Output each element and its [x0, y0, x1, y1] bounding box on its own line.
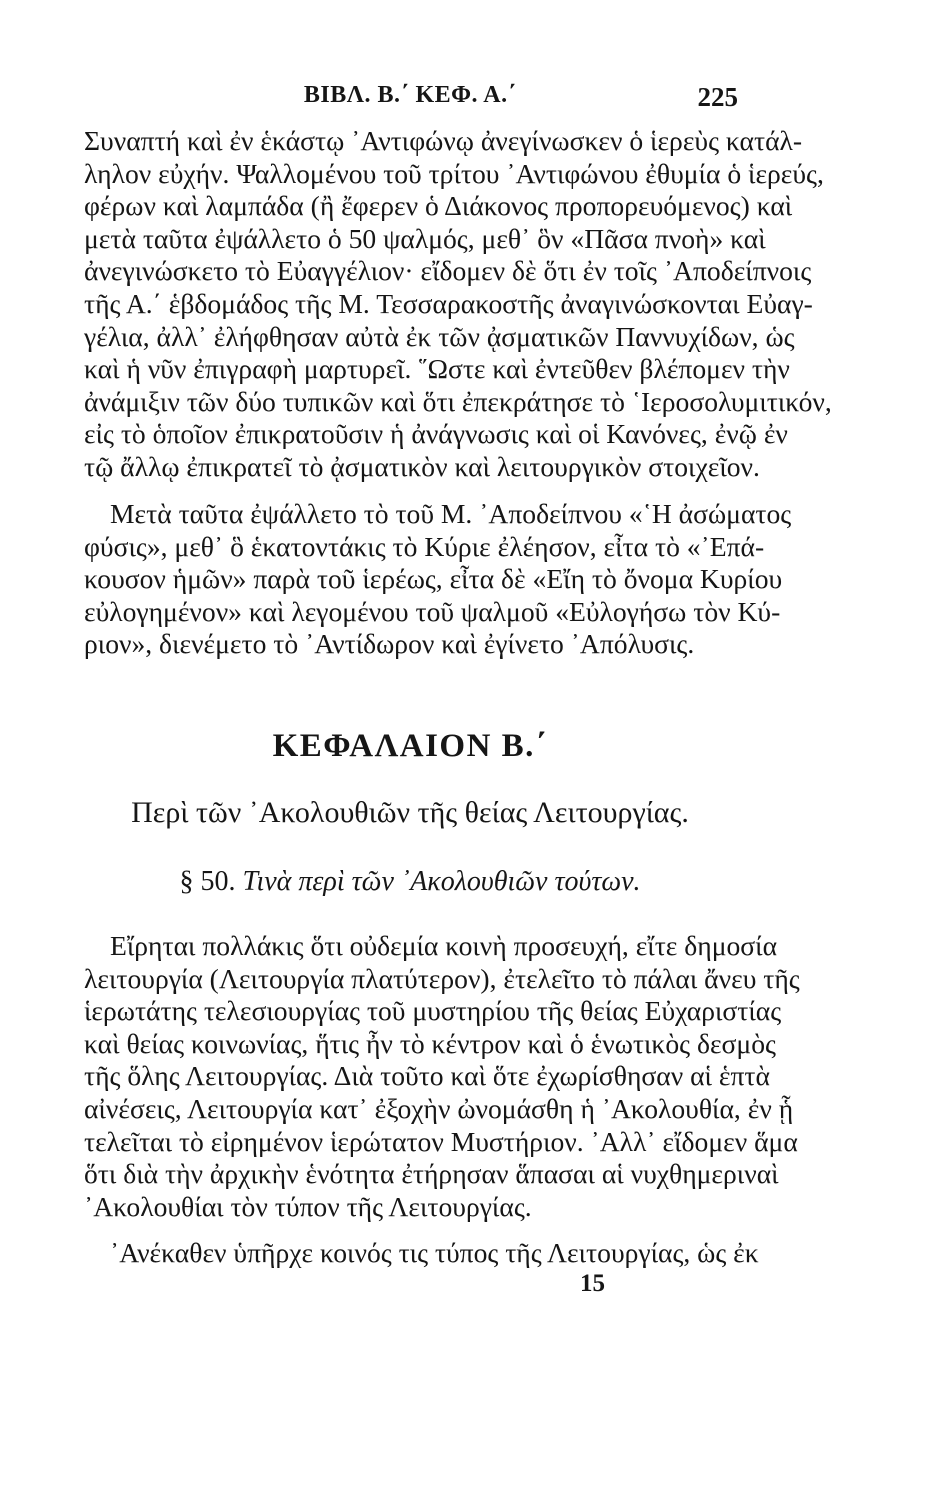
text-line: αἰνέσεις, Λειτουργία κατ᾿ ἐξοχὴν ὠνομάσθη ἡ ᾿Ακολουθία, ἐν ᾗ	[84, 1092, 794, 1124]
running-head-title: ΒΙΒΛ. Β.΄ ΚΕΦ. Α.΄	[303, 82, 517, 108]
text-line: φύσις», μεθ᾿ ὃ ἑκατοντάκις τὸ Κύριε ἐλέησον, εἶτα τὸ «᾿Επά-	[84, 530, 765, 562]
text-line: εὐλογημένον» καὶ λεγομένου τοῦ ψαλμοῦ «Εὐλογήσω τὸν Κύ-	[84, 595, 781, 627]
running-head	[84, 82, 736, 116]
chapter-subtitle: Περὶ τῶν ᾿Ακολουθιῶν τῆς θείας Λειτουργίας.	[131, 796, 689, 829]
chapter-heading: ΚΕΦΑΛΑΙΟΝ Β.΄	[272, 728, 548, 764]
text-line-indented: ᾿Ανέκαθεν ὑπῆρχε κοινός τις τύπος τῆς Λειτουργίας, ὡς ἐκ	[110, 1237, 759, 1268]
paragraph-3	[84, 930, 800, 1223]
text-line-last: ριον», διενέμετο τὸ ᾿Αντίδωρον καὶ ἐγίνετο ᾿Απόλυσις.	[84, 628, 695, 660]
text-line: λειτουργία (Λειτουργία πλατύτερον), ἐτελεῖτο τὸ πάλαι ἄνευ τῆς	[84, 962, 800, 994]
text-line: Συναπτή καὶ ἐν ἑκάστῳ ᾿Αντιφώνῳ ἀνεγίνωσκεν ὁ ἱερεὺς κατάλ-	[84, 125, 803, 156]
section-title: Τινὰ περὶ τῶν ᾿Ακολουθιῶν τούτων.	[242, 866, 641, 897]
text-line: ἱερωτάτης τελεσιουργίας τοῦ μυστηρίου τῆς θείας Εὐχαριστίας	[84, 995, 782, 1027]
text-line-last: ᾿Ακολουθίαι τὸν τύπον τῆς Λειτουργίας.	[84, 1190, 532, 1222]
text-line: τῆς ὅλης Λειτουργίας. Διὰ τοῦτο καὶ ὅτε ἐχωρίσθησαν αἱ ἑπτὰ	[84, 1060, 770, 1092]
text-line: καὶ θείας κοινωνίας, ἥτις ἦν τὸ κέντρον καὶ ὁ ἑνωτικὸς δεσμὸς	[84, 1027, 776, 1059]
text-line: ὅτι διὰ τὴν ἀρχικὴν ἑνότητα ἐτήρησαν ἅπασαι αἱ νυχθημεριναὶ	[84, 1158, 779, 1190]
text-line: ἀνάμιξιν τῶν δύο τυπικῶν καὶ ὅτι ἐπεκράτησε τὸ ῾Ιεροσολυμιτικόν,	[84, 385, 832, 417]
text-line: τῆς Α.΄ ἑβδομάδος τῆς Μ. Τεσσαρακοστῆς ἀναγινώσκονται Εὐαγ-	[84, 287, 813, 319]
text-line: ληλον εὐχήν. Ψαλλομένου τοῦ τρίτου ᾿Αντιφώνου ἐθυμία ὁ ἱερεύς,	[84, 157, 824, 189]
paragraph-2	[84, 498, 792, 661]
text-line-indented: Εἴρηται πολλάκις ὅτι οὐδεμία κοινὴ προσευχή, εἴτε δημοσία	[110, 930, 778, 961]
text-line-last: τῷ ἄλλῳ ἐπικρατεῖ τὸ ᾀσματικὸν καὶ λειτουργικὸν στοιχεῖον.	[84, 450, 760, 482]
text-line: μετὰ ταῦτα ἐψάλλετο ὁ 50 ψαλμός, μεθ᾿ ὃν «Πᾶσα πνοὴ» καὶ	[84, 222, 766, 254]
page-number: 225	[697, 82, 738, 112]
section-heading	[84, 866, 736, 898]
text-line: ἀνεγινώσκετο τὸ Εὐαγγέλιον· εἴδομεν δὲ ὅτι ἐν τοῖς ᾿Αποδείπνοις	[84, 255, 812, 287]
text-line: καὶ ἡ νῦν ἐπιγραφὴ μαρτυρεῖ. ῞Ωστε καὶ ἐντεῦθεν βλέπομεν τὴν	[84, 353, 790, 385]
text-line: κουσον ἡμῶν» παρὰ τοῦ ἱερέως, εἶτα δὲ «Εἴη τὸ ὄνομα Κυρίου	[84, 563, 783, 595]
paragraph-4	[84, 1237, 759, 1270]
text-line: γέλια, ἀλλ᾿ ἐλήφθησαν αὐτὰ ἐκ τῶν ᾀσματικῶν Παννυχίδων, ὡς	[84, 320, 795, 352]
paragraph-1	[84, 125, 832, 484]
text-line-indented: Μετὰ ταῦτα ἐψάλλετο τὸ τοῦ Μ. ᾿Αποδείπνου «῾Η ἀσώματος	[110, 498, 792, 529]
section-number: § 50.	[179, 866, 236, 897]
text-line: φέρων καὶ λαμπάδα (ἢ ἔφερεν ὁ Διάκονος προπορευόμενος) καὶ	[84, 190, 793, 222]
text-line: τελεῖται τὸ εἰρημένον ἱερώτατον Μυστήριον. ᾿Αλλ᾿ εἴδομεν ἅμα	[84, 1125, 798, 1157]
text-line: εἰς τὸ ὁποῖον ἐπικρατοῦσιν ἡ ἀνάγνωσις καὶ οἱ Κανόνες, ἐνῷ ἐν	[84, 418, 788, 450]
signature-mark: 15	[580, 1270, 605, 1297]
